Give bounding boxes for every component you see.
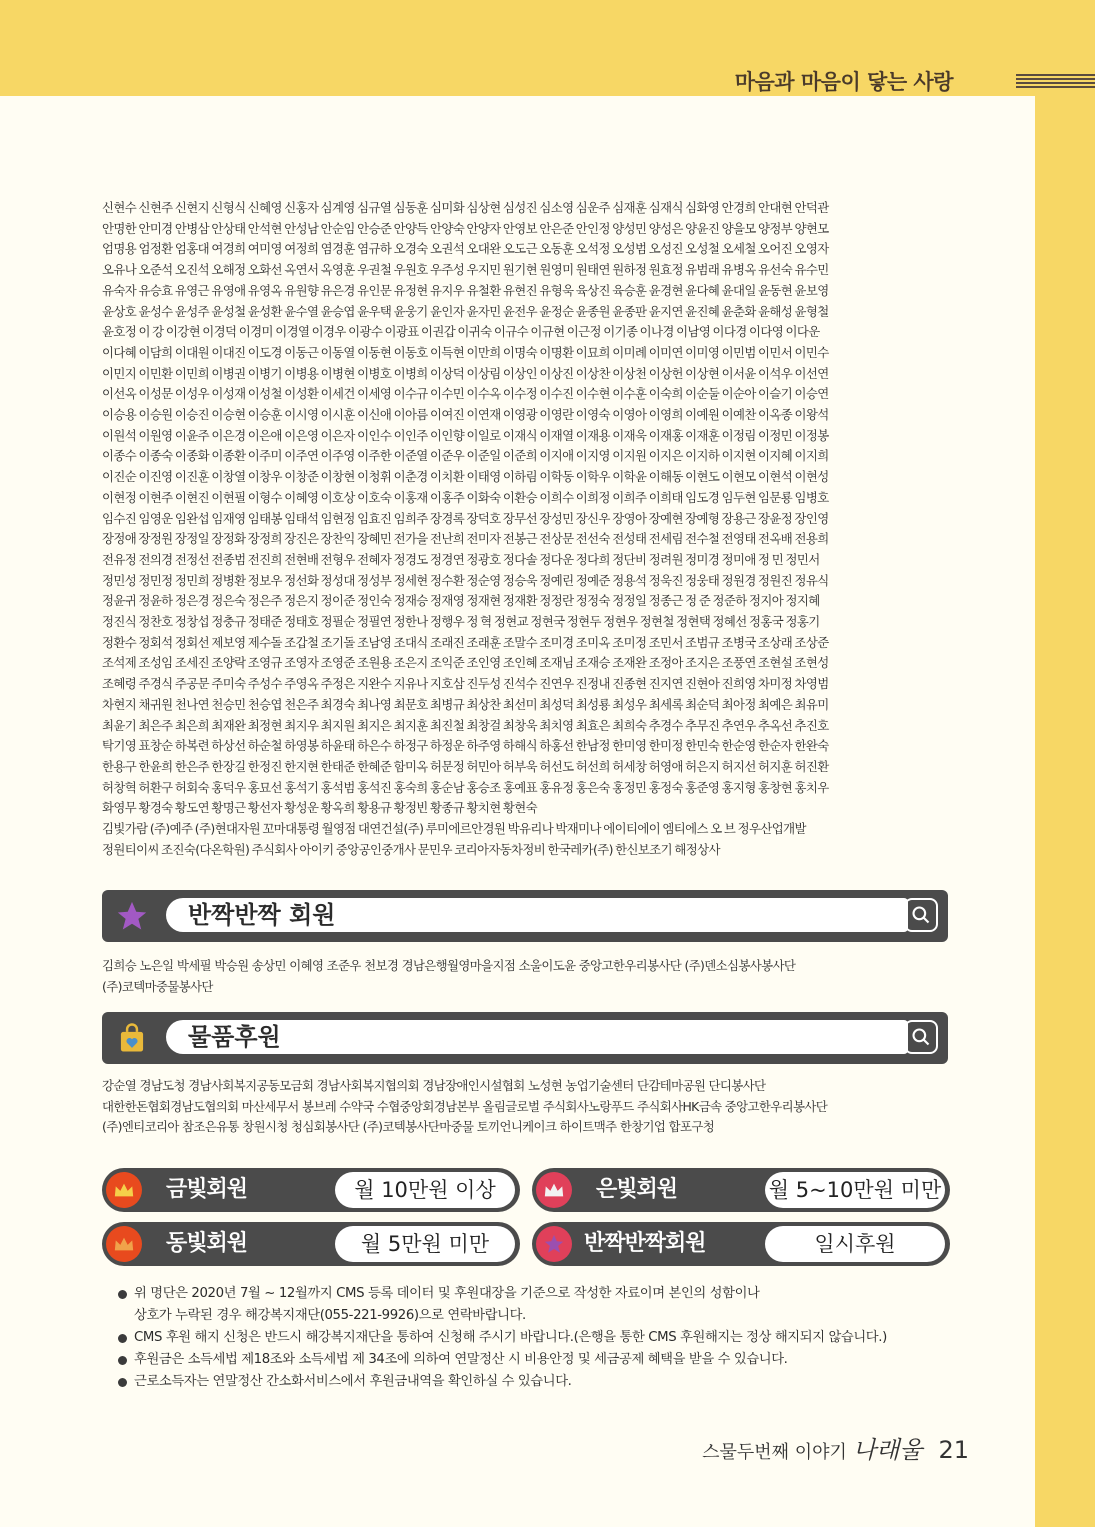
donor-name-line: 신현수 신현주 신현지 신형식 신혜영 신홍자 심계영 심규열 심동훈 심미화 심상현 심성진 심소영 심운주 심재훈 심재식 심화영 안경희 안대현 안덕관 [102,200,829,215]
page-footer [702,1430,969,1465]
section-title: 마음과 마음이 닿는 사랑 [734,70,953,94]
donor-name-line: 이선옥 이성문 이성우 이성재 이성철 이성환 이세건 이세영 이수규 이수민 이수옥 이수정 이수진 이수현 이수훈 이숙희 이순둘 이순아 이슬기 이승연 [102,386,829,402]
donor-name-line: 김빛가람 (주)예주 (주)현대자원 꼬마대통령 월영점 대연건설(주) 루미에르안경원 박유리나 박재미나 에이티에이 엠티에스 오 브 정우산업개발 [102,821,806,837]
donor-name-line: 한용구 한윤희 한은주 한장길 한정진 한지현 한태준 한혜준 함미옥 허문정 허민아 허부욱 허선도 허선희 허세창 허영애 허은지 허지선 허지훈 허진환 [102,758,829,774]
list-line: 강순열 경남도청 경남사회복지공동모금회 경남사회복지협의회 경남장애인시설협회 노성현 농업기술센터 단감테마공원 단디봉사단 [102,1078,766,1093]
tier-name: 은빛회원 [596,1177,678,1202]
list-line: 김희승 노은일 박세필 박승원 송상민 이혜영 조준우 천보경 경남은행월영마을지점 소울이도윤 중앙고한우리봉사단 (주)덴소심봉사봉사단 [102,958,796,973]
sparkle-member-list [102,956,948,997]
donor-name-line: 이민지 이민환 이민희 이병권 이병기 이병용 이병현 이병호 이병희 이상덕 이상림 이상인 이상진 이상찬 이상천 이상헌 이상현 이서윤 이석우 이선연 [102,365,829,381]
crown-icon [106,1172,142,1208]
donor-name-line: 전유정 전의경 전정선 전종범 전진희 전현배 전형우 전혜자 정경도 정경연 정광호 정다솔 정다운 정다희 정단비 정려원 정미경 정미애 정 민 정민서 [102,551,820,567]
tier-name: 반짝반짝회원 [584,1231,706,1256]
donor-name-line: 최윤기 최은주 최은희 최재완 최정현 최지우 최지원 최지은 최지훈 최진철 최창걸 최창욱 최치영 최효은 최희숙 추경수 추무진 추연우 추옥선 추진호 [102,717,829,733]
donor-name-line: 이다혜 이담희 이대원 이대진 이도경 이동근 이동열 이동현 이동호 이득현 이만희 이명숙 이명환 이묘희 이미례 이미연 이미영 이민범 이민서 이민수 [102,344,829,360]
tier-amount: 일시후원 [765,1226,945,1262]
crown-icon [106,1226,142,1262]
donor-name-line: 임수진 임영운 임완섭 임재영 임태봉 임태석 임현정 임효진 임희주 장경록 장덕호 장무선 장성민 장신우 장영아 장예현 장예형 장용근 장윤정 장인영 [102,510,829,526]
crown-icon [536,1172,572,1208]
list-line: (주)코텍마중물봉사단 [102,978,213,994]
notice-item-continued: 상호가 누락된 경우 해강복지재단(055-221-9926)으로 연락바랍니다. [134,1308,526,1323]
donor-name-line: 유숙자 유승효 유영근 유영애 유영옥 유원향 유은경 유인문 유정현 유지우 유철환 유현진 유형욱 육상진 육승훈 윤경현 윤다혜 윤대일 윤동현 윤보영 [102,282,829,298]
star-icon [112,898,152,934]
section-title-goods: 물품후원 [166,1020,908,1054]
section-title-sparkle: 반짝반짝 회원 [166,898,908,932]
donor-name-line: 엄명용 엄정환 엄홍대 여경희 여미영 여정희 염경훈 염규하 오경숙 오권석 오대완 오도근 오동훈 오석정 오성범 오성진 오성철 오세철 오어진 오영자 [102,241,829,257]
title-stripe-decoration [1016,74,1095,88]
donor-name-line: 이승용 이승원 이승진 이승현 이승훈 이시영 이시훈 이신애 이아름 이여진 이연재 이영광 이영란 이영숙 이영아 이영희 이예원 이예찬 이옥종 이왕석 [102,407,829,423]
search-icon[interactable] [904,898,938,932]
notice-list [118,1283,978,1393]
tier-amount: 월 5~10만원 미만 [765,1172,945,1208]
side-margin-strip [1035,96,1095,1527]
goods-donor-list [102,1076,948,1138]
donor-name-line: 윤상호 윤성수 윤성주 윤성철 윤성환 윤수열 윤승엽 윤우택 윤웅기 윤인자 윤자민 윤전우 윤정순 윤종원 윤종판 윤지연 윤진혜 윤춘화 윤해성 윤형철 [102,303,829,319]
notice-item: 후원금은 소득세법 제18조와 소득세법 제 34조에 의하여 연말정산 시 비용안정 및 세금공제 혜택을 받을 수 있습니다. [118,1349,978,1371]
donor-name-line: 이진순 이진영 이진훈 이창열 이창우 이창준 이창현 이청휘 이춘경 이치환 이태영 이하림 이학동 이학우 이학윤 이해동 이현도 이현모 이현석 이현성 [102,469,829,485]
issue-label: 스물두번째 이야기 [702,1442,847,1463]
tier-sparkle [532,1222,950,1266]
page-number: 21 [938,1436,969,1464]
donor-name-line: 이원석 이원영 이윤주 이은경 이은애 이은영 이은자 이인수 이인주 이인향 이일로 이재식 이재열 이재용 이재욱 이재홍 이재훈 이정림 이정민 이정봉 [102,427,829,443]
donor-name-line: 허창혁 허환구 허회숙 홍덕우 홍묘선 홍석기 홍석범 홍석진 홍숙희 홍순남 홍승조 홍예표 홍유정 홍은숙 홍정민 홍정숙 홍준영 홍지형 홍창현 홍치우 [102,779,829,795]
tier-amount: 월 5만원 미만 [335,1226,515,1262]
tier-name: 금빛회원 [166,1177,248,1202]
list-line: (주)엔티코리아 참조은유통 창원시청 청심회봉사단 (주)코텍봉사단마중물 토끼언니케이크 하이트맥주 한창기업 합포구청 [102,1119,715,1135]
search-icon[interactable] [904,1020,938,1054]
section-bar-goods [102,1012,948,1064]
donor-name-line: 오유나 오준석 오진석 오해정 오화선 옥연서 옥영훈 우권철 우원호 우주성 우지민 원기현 원영미 원태연 원하정 원효정 유범래 유병옥 유선숙 유수민 [102,262,829,278]
donor-name-line: 화영무 황경숙 황도연 황명근 황선자 황성운 황옥희 황용규 황정빈 황종규 황치현 황현숙 [102,800,538,816]
section-bar-sparkle [102,890,948,942]
donor-name-line: 윤호정 이 강 이강현 이경덕 이경미 이경열 이경우 이광수 이광표 이권갑 이귀숙 이규수 이규현 이근정 이기종 이나경 이남영 이다경 이다영 이다운 [102,324,820,340]
magazine-logo: 나래울 [852,1436,923,1464]
donor-name-line: 정민성 정민정 정민희 정병환 정보우 정선화 정성대 정성부 정세현 정수환 정순영 정승욱 정예린 정예준 정용석 정욱진 정웅태 정원경 정원진 정유식 [102,572,829,588]
donor-name-line: 조석제 조성임 조세진 조양락 조영규 조영자 조영준 조원용 조은지 조익준 조인영 조인혜 조재님 조재승 조재완 조정아 조지은 조풍연 조현설 조현성 [102,655,829,671]
list-line: 대한한돈협회경남도협의회 마산세무서 봉브레 수약국 수협중앙회경남본부 올림글로벌 주식회사노랑푸드 주식회사HK금속 중앙고한우리봉사단 [102,1098,828,1114]
donor-name-line: 안명한 안미경 안병삼 안상태 안석현 안성남 안순임 안승준 안양득 안양숙 안양자 안영보 안은준 안인정 양성민 양성은 양윤진 양을모 양정부 양현모 [102,220,829,236]
tier-amount: 월 10만원 이상 [335,1172,515,1208]
notice-item: CMS 후원 해지 신청은 반드시 해강복지재단을 통하여 신청해 주시기 바랍니다.(은행을 통한 CMS 후원해지는 정상 해지되지 않습니다.) [118,1327,978,1349]
donor-name-list [102,198,948,861]
notice-item: 근로소득자는 연말정산 간소화서비스에서 후원금내역을 확인하실 수 있습니다. [118,1371,978,1393]
donor-name-line: 차현지 채귀원 천나연 천승민 천승엽 천은주 최경숙 최나영 최문호 최병규 최상찬 최선미 최성덕 최성룡 최성우 최세록 최순덕 최아정 최예은 최유미 [102,696,829,712]
tier-name: 동빛회원 [166,1231,248,1256]
notice-item: 위 명단은 2020년 7월 ~ 12월까지 CMS 등록 데이터 및 후원대장을 기준으로 작성한 자료이며 본인의 성함이나 [118,1283,978,1305]
shopping-bag-heart-icon [112,1020,152,1056]
donor-name-line: 장정애 장정원 장정일 장정화 장정희 장진은 장찬익 장혜민 전가을 전난희 전미자 전봉근 전상문 전선숙 전성태 전세림 전수철 전영태 전옥배 전용희 [102,531,829,547]
donor-name-line: 정환수 정회석 정회선 제보영 제수돌 조갑철 조기돌 조남영 조대식 조래진 조래훈 조말수 조미경 조미옥 조미정 조민서 조범규 조병국 조상래 조상준 [102,634,829,650]
donor-name-line: 이종수 이종숙 이종화 이종환 이주미 이주연 이주영 이주한 이준열 이준우 이준일 이준희 이지애 이지영 이지원 이지은 이지하 이지현 이지혜 이지희 [102,448,829,464]
donor-name-line: 정윤귀 정윤하 정은경 정은숙 정은주 정은지 정이준 정인숙 정재승 정재영 정재현 정재환 정정란 정정숙 정정일 정종근 정 준 정준하 정지아 정지혜 [102,593,820,609]
tier-bronze [102,1222,520,1266]
tier-gold [102,1168,520,1212]
donor-name-line: 탁기영 표창순 하복련 하상선 하순철 하영봉 하윤태 하은수 하정구 하정운 하주영 하해식 하홍선 한남정 한미영 한미정 한민숙 한순영 한순자 한완숙 [102,738,829,754]
donor-name-line: 조혜령 주경식 주공문 주미숙 주성수 주영옥 주정은 지완수 지유나 지호삼 진두성 진석수 진연우 진정내 진종현 진지연 진현아 진희영 차미정 차영범 [102,676,829,692]
donor-name-line: 이현정 이현주 이현진 이현필 이형수 이혜영 이호상 이호숙 이홍재 이홍주 이화숙 이환승 이희수 이희정 이희주 이희태 임도경 임두현 임문룡 임병호 [102,489,829,505]
donor-name-line: 정진식 정찬호 정창섭 정충규 정태준 정태호 정필순 정필연 정한나 정행우 정 혁 정현교 정현국 정현두 정현우 정현철 정현택 정혜선 정홍국 정홍기 [102,614,820,630]
star-icon [536,1226,572,1262]
donor-name-line: 정원티이씨 조진숙(다온학원) 주식회사 아이키 중앙공인중개사 문민우 코리아자동차정비 한국레카(주) 한신보조기 해정상사 [102,841,720,857]
tier-silver [532,1168,950,1212]
